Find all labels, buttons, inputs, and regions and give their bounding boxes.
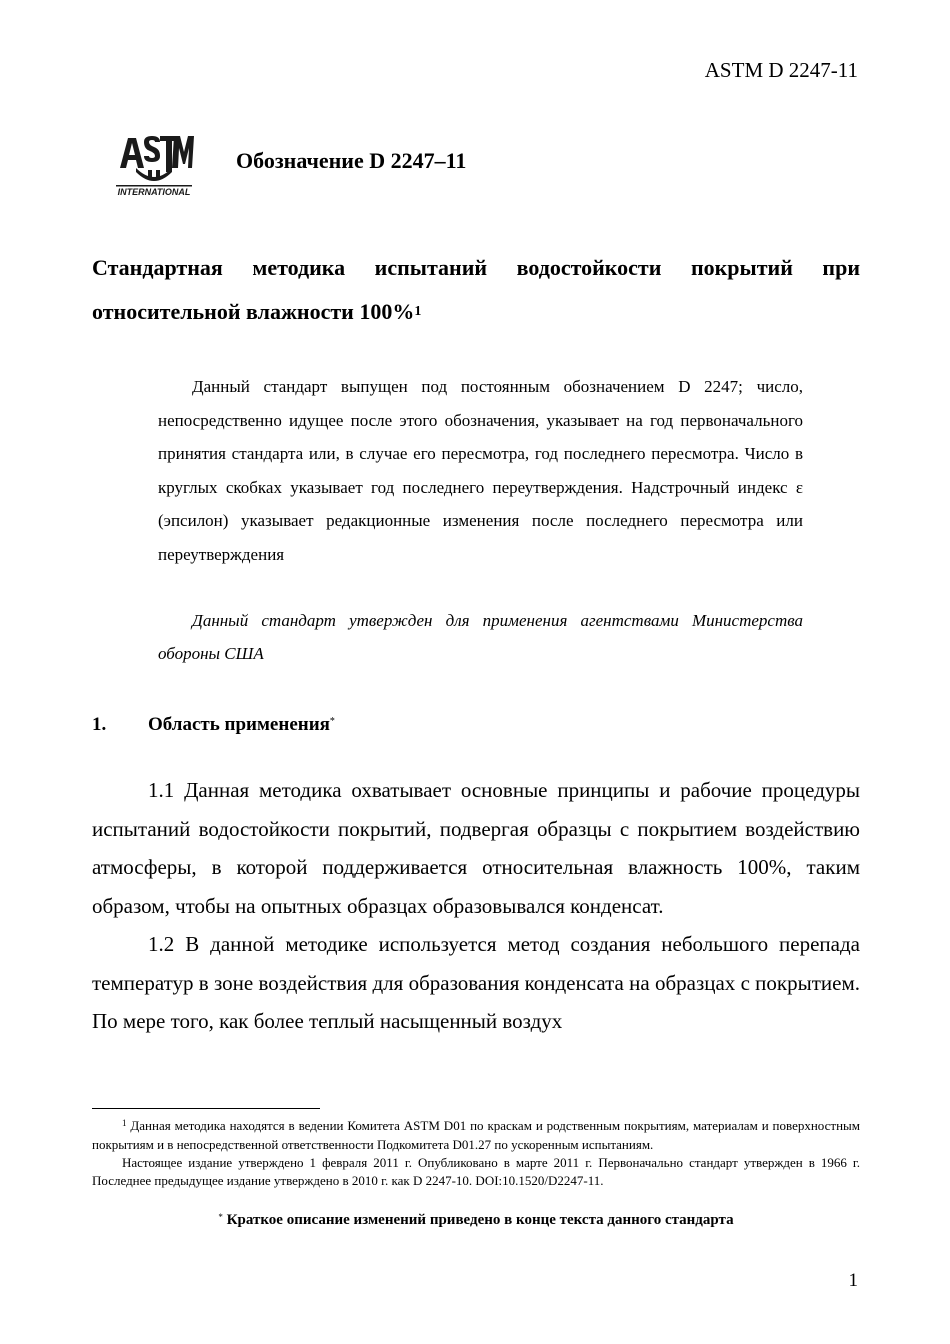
document-title [92, 246, 860, 338]
section-title: Область применения [148, 714, 330, 735]
paragraph-1-2: 1.2 В данной методике используется метод создания небольшого перепада температур в зоне воздействия для образования конденсата на образцах с покрытием. По мере того, как более теплый насыщенный воздух [92, 932, 860, 1033]
section-1-heading [92, 714, 335, 736]
footnote-1 [92, 1117, 860, 1154]
publication-notice: Данный стандарт выпущен под постоянным обозначением D 2247; число, непосредственно идущее после этого обозначения, указывает на год первоначального принятия стандарта или, в случае его пересмотра, год последнего пересмотра. Число в круглых скобках указывает год последнего переутверждения. Надстрочный индекс ε (эпсилон) указывает редакционные изменения после последнего пересмотра или переутверждения [158, 377, 803, 564]
footnote-1-mark: 1 [122, 1118, 127, 1128]
footnote-separator [92, 1108, 320, 1109]
document-code: ASTM D 2247-11 [704, 58, 858, 82]
footnote-1-text: Данная методика находятся в ведении Комитета ASTM D01 по краскам и родственным покрытиям, материалам и поверхностным покрытиям и в непосредственной ответственности Подкомитета D01.27 по ускоренным испытаниям. [92, 1118, 860, 1152]
astm-logo [114, 128, 194, 198]
section-number: 1. [92, 714, 107, 735]
dod-approval-notice: Данный стандарт утвержден для применения агентствами Министерства обороны США [158, 611, 803, 663]
svg-text:INTERNATIONAL: INTERNATIONAL [117, 187, 191, 197]
paragraph-1-1: 1.1 Данная методика охватывает основные принципы и рабочие процедуры испытаний водостойкости покрытий, подвергая образцы с покрытием воздействию атмосферы, в которой поддерживается относительная влажность 100%, таким образом, чтобы на опытных образцах образовывался конденсат. [92, 778, 860, 918]
section-mark: * [329, 716, 335, 727]
summary-of-changes-note [92, 1212, 860, 1229]
star-mark: * [218, 1212, 223, 1222]
footnote-1-edition: Настоящее издание утверждено 1 февраля 2011 г. Опубликовано в марте 2011 г. Первоначально стандарт утвержден в 1966 г. Последнее предыдущее издание утверждено в 2010 г. как D 2247-10. DOI:10.1520/D2247-11. [92, 1155, 860, 1188]
title-footnote-mark: 1 [414, 304, 422, 319]
title-text: Стандартная методика испытаний водостойкости покрытий при относительной влажности 100% [92, 255, 860, 324]
section-1-body [92, 771, 860, 1041]
footnotes [92, 1117, 860, 1190]
star-note-text: Краткое описание изменений приведено в конце текста данного стандарта [226, 1212, 734, 1228]
page-number: 1 [848, 1270, 858, 1291]
designation-heading: Обозначение D 2247–11 [236, 148, 467, 173]
